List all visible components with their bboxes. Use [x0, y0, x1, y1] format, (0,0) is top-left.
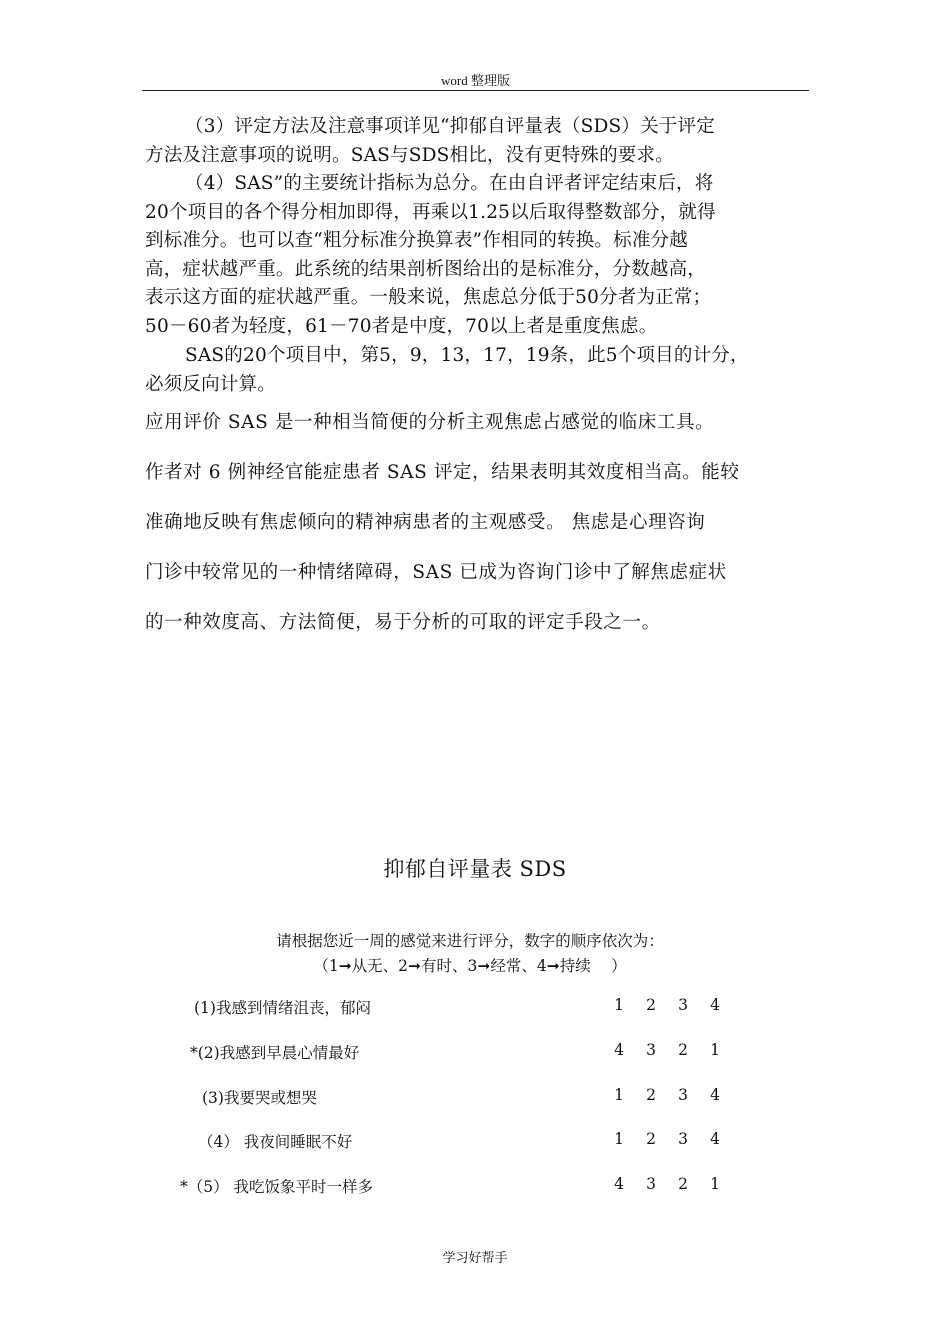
sds-legend: （1➞从无、2➞有时、3➞经常、4➞持续 ）	[313, 957, 627, 975]
score: 3	[678, 1086, 688, 1104]
score: 2	[678, 1041, 688, 1059]
paragraph-evaluation	[145, 398, 809, 648]
text-line: 高，症状越严重。此系统的结果剖析图给出的是标准分，分数越高，	[145, 258, 707, 280]
score: 1	[614, 996, 624, 1014]
text-line: SAS的20个项目中，第5，9，13，17，19条，此5个项目的计分，	[185, 345, 749, 366]
text-line: （3）评定方法及注意事项详见“抑郁自评量表（SDS）关于评定	[185, 116, 715, 137]
score: 2	[646, 1086, 656, 1104]
text-line: 表示这方面的症状越严重。一般来说，焦虑总分低于50分者为正常；	[145, 287, 712, 309]
score: 1	[710, 1175, 720, 1193]
text-line: 方法及注意事项的说明。SAS与SDS相比，没有更特殊的要求。	[145, 144, 674, 166]
sds-title: 抑郁自评量表 SDS	[383, 857, 567, 881]
sds-item-label: *（5） 我吃饭象平时一样多	[180, 1178, 374, 1196]
score: 3	[646, 1041, 656, 1059]
score: 4	[710, 1086, 720, 1104]
sds-item-scores	[612, 1041, 722, 1059]
sds-item-scores	[612, 1175, 722, 1193]
paragraph-method	[145, 113, 809, 170]
score: 1	[614, 1086, 624, 1104]
score: 1	[614, 1130, 624, 1148]
text-line: 到标准分。也可以查“粗分标准分换算表”作相同的转换。标准分越	[145, 230, 688, 252]
text-line: 门诊中较常见的一种情绪障碍，SAS 已成为咨询门诊中了解焦虑症状	[145, 562, 727, 583]
text-line: （4）SAS”的主要统计指标为总分。在由自评者评定结束后，将	[185, 173, 714, 194]
sds-instruction: 请根据您近一周的感觉来进行评分，数字的顺序依次为：	[276, 932, 664, 950]
text-line: 20个项目的各个得分相加即得，再乘以1.25以后取得整数部分，就得	[145, 201, 716, 223]
text-line: 必须反向计算。	[145, 373, 276, 395]
score: 4	[614, 1175, 624, 1193]
score: 2	[678, 1175, 688, 1193]
page-header: word 整理版	[142, 70, 809, 91]
paragraph-reverse-scoring	[145, 342, 809, 399]
score: 1	[710, 1041, 720, 1059]
sds-item-scores	[612, 1130, 722, 1148]
sds-item-scores	[612, 996, 722, 1014]
text-line: 准确地反映有焦虑倾向的精神病患者的主观感受。 焦虑是心理咨询	[145, 512, 706, 533]
page-footer: 学习好帮手	[442, 1251, 508, 1266]
score: 4	[710, 1130, 720, 1148]
score: 4	[710, 996, 720, 1014]
score: 3	[678, 1130, 688, 1148]
text-line: 应用评价 SAS 是一种相当简便的分析主观焦虑占感觉的临床工具。	[145, 412, 715, 433]
text-line: 的一种效度高、方法简便，易于分析的可取的评定手段之一。	[145, 612, 661, 633]
sds-item-scores	[612, 1086, 722, 1104]
score: 2	[646, 996, 656, 1014]
text-line: 作者对 6 例神经官能症患者 SAS 评定，结果表明其效度相当高。能较	[145, 462, 740, 483]
score: 4	[614, 1041, 624, 1059]
sds-item-label: *(2)我感到早晨心情最好	[190, 1044, 360, 1062]
paragraph-statistics	[145, 170, 809, 342]
sds-item-label: (3)我要哭或想哭	[202, 1089, 317, 1107]
score: 3	[646, 1175, 656, 1193]
sds-item-label: (1)我感到情绪沮丧，郁闷	[194, 999, 371, 1017]
score: 3	[678, 996, 688, 1014]
score: 2	[646, 1130, 656, 1148]
sds-item-label: （4） 我夜间睡眠不好	[198, 1133, 353, 1151]
text-line: 50－60者为轻度，61－70者是中度，70以上者是重度焦虑。	[145, 315, 658, 337]
